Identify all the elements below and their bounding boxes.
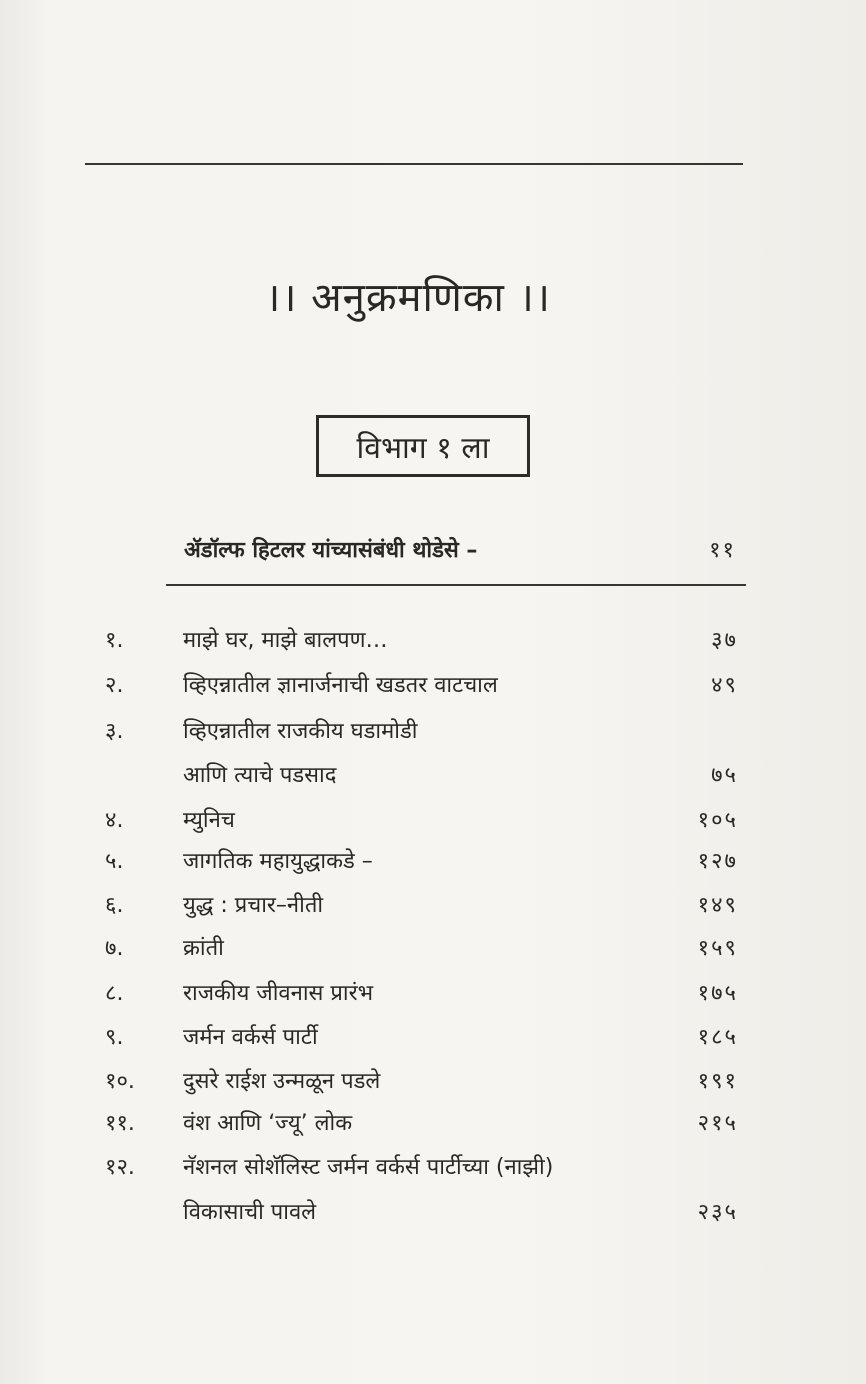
entry-page: १२७ <box>697 849 738 874</box>
toc-entry <box>0 889 866 929</box>
toc-entry <box>0 1196 866 1236</box>
entry-title: दुसरे राईश उन्मळून पडले <box>183 1069 381 1094</box>
entry-title: युद्ध : प्रचार–नीती <box>183 893 324 918</box>
entry-page: १०५ <box>697 808 738 833</box>
entry-page: १७५ <box>697 981 738 1006</box>
entry-title: राजकीय जीवनास प्रारंभ <box>183 981 374 1006</box>
toc-entry <box>0 977 866 1017</box>
section-heading-box <box>316 415 530 477</box>
entry-title: आणि त्याचे पडसाद <box>183 763 337 788</box>
entry-number: ७. <box>105 936 124 961</box>
entry-number: १२. <box>105 1155 135 1180</box>
toc-entry <box>0 759 866 799</box>
entry-title: व्हिएन्नातील ज्ञानार्जनाची खडतर वाटचाल <box>183 673 498 698</box>
toc-entry <box>0 1107 866 1147</box>
entry-page: १४९ <box>697 893 738 918</box>
entry-number: ४. <box>105 808 124 833</box>
toc-entry <box>0 669 866 709</box>
toc-entry <box>0 1065 866 1105</box>
entry-title: वंश आणि ‘ज्यू’ लोक <box>183 1111 353 1136</box>
entry-page: ७५ <box>711 763 738 788</box>
toc-entry <box>0 624 866 664</box>
entry-number: ३. <box>105 719 124 744</box>
toc-entry <box>0 1021 866 1061</box>
entry-number: ८. <box>105 981 124 1006</box>
entry-page: १८५ <box>697 1025 738 1050</box>
entry-number: ११. <box>105 1111 135 1136</box>
entry-title: क्रांती <box>183 936 224 961</box>
entry-page: ४९ <box>711 673 738 698</box>
entry-page: १५९ <box>697 936 738 961</box>
section-rule <box>166 584 746 586</box>
entry-title: नॅशनल सोशॅलिस्ट जर्मन वर्कर्स पार्टीच्या (नाझी) <box>183 1155 554 1180</box>
toc-entry <box>0 715 866 755</box>
entry-number: ९. <box>105 1025 124 1050</box>
entry-number: १०. <box>105 1069 135 1094</box>
entry-number: ६. <box>105 893 124 918</box>
entry-title: माझे घर, माझे बालपण… <box>183 628 388 653</box>
entry-number: २. <box>105 673 124 698</box>
toc-entry <box>0 1151 866 1191</box>
entry-title: व्हिएन्नातील राजकीय घडामोडी <box>183 719 418 744</box>
entry-page: २३५ <box>697 1200 738 1225</box>
intro-title: ॲडॉल्फ हिटलर यांच्यासंबंधी थोडेसे – <box>184 538 478 563</box>
entry-page: २१५ <box>697 1111 738 1136</box>
entry-page: १९१ <box>697 1069 738 1094</box>
intro-page-number: ११ <box>709 538 736 563</box>
entry-title: जागतिक महायुद्धाकडे – <box>183 849 373 874</box>
page-title: ।। अनुक्रमणिका ।। <box>265 275 551 321</box>
entry-number: ५. <box>105 849 124 874</box>
section-heading: विभाग १ ला <box>356 430 490 466</box>
toc-entry <box>0 804 866 844</box>
entry-page: ३७ <box>711 628 738 653</box>
entry-title: जर्मन वर्कर्स पार्टी <box>183 1025 318 1050</box>
toc-entry <box>0 932 866 972</box>
entry-title: म्युनिच <box>183 808 235 833</box>
entry-number: १. <box>105 628 124 653</box>
top-rule <box>85 163 743 165</box>
entry-title: विकासाची पावले <box>183 1200 317 1225</box>
toc-entry <box>0 845 866 885</box>
